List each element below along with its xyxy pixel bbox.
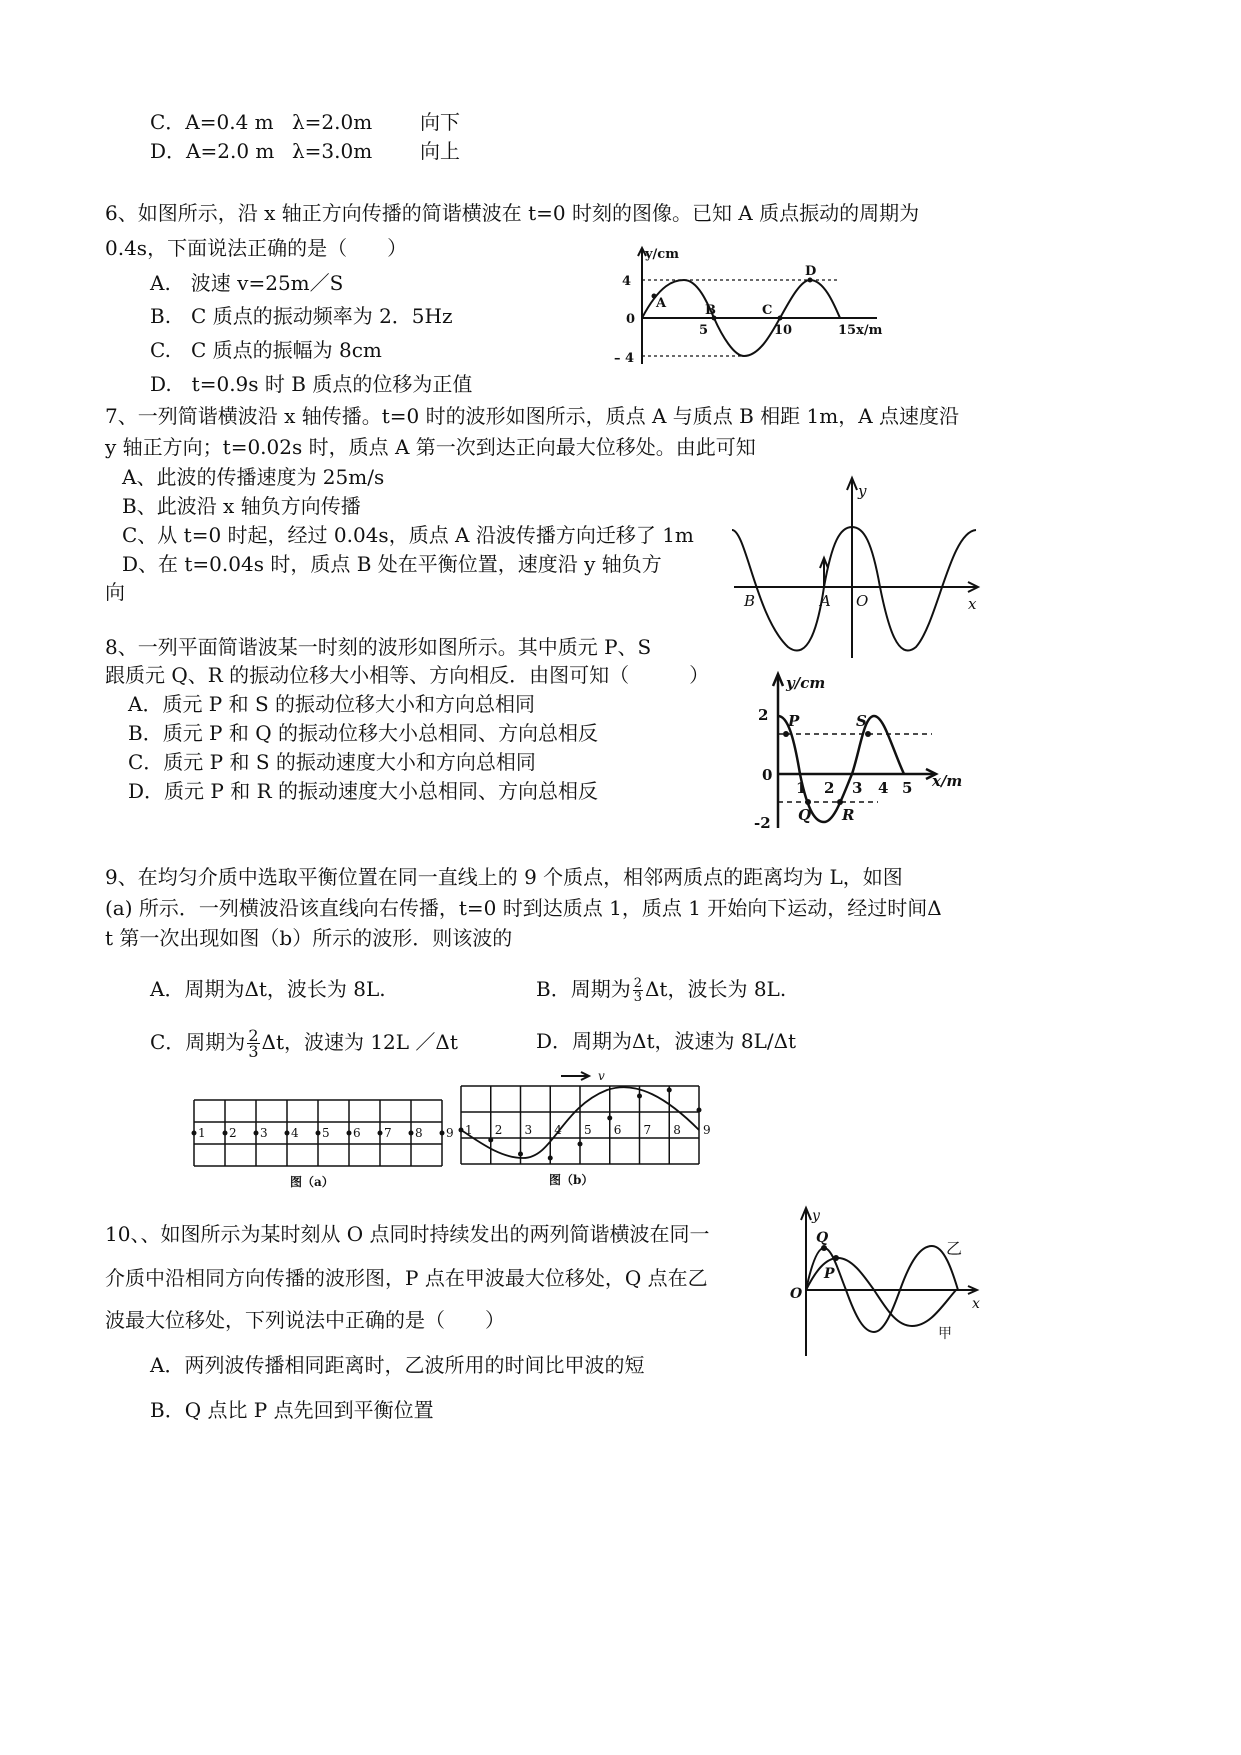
particle-9-label: 9 xyxy=(446,1126,454,1140)
particle-4-dot xyxy=(548,1156,553,1161)
particle-7-dot xyxy=(637,1094,642,1099)
particle-1-dot xyxy=(459,1128,464,1133)
q8-option-d: D．质元 P 和 R 的振动速度大小总相同、方向总相反 xyxy=(128,779,598,803)
q8-stem-line-2: 跟质元 Q、R 的振动位移大小相等、方向相反．由图可知（ ） xyxy=(105,663,710,687)
particle-2-dot xyxy=(223,1131,228,1136)
q8-tick-x2: 2 xyxy=(824,779,835,797)
q9-option-b xyxy=(536,976,786,1004)
q9-figure-b-caption: 图（b） xyxy=(549,1173,594,1187)
particle-2-label: 2 xyxy=(494,1123,503,1137)
q9-option-c-fraction xyxy=(247,1028,259,1059)
q8-option-a: A．质元 P 和 S 的振动位移大小和方向总相同 xyxy=(128,692,536,716)
q5-option-c-direction: 向下 xyxy=(420,110,460,134)
q8-tick-y0: 0 xyxy=(762,766,773,784)
q10-wave-jia-label: 甲 xyxy=(938,1326,952,1342)
q9-option-c-fraction-den: 3 xyxy=(248,1042,259,1061)
q6-tick-y-bottom: – 4 xyxy=(614,351,635,366)
q9-stem-line-3: t 第一次出现如图（b）所示的波形．则该波的 xyxy=(105,926,513,950)
q10-wave-yi-label: 乙 xyxy=(946,1239,963,1258)
q10-stem-line-3: 波最大位移处，下列说法中正确的是（ ） xyxy=(105,1308,505,1332)
q6-stem-line-1: 6、如图所示，沿 x 轴正方向传播的简谐横波在 t=0 时刻的图像。已知 A 质点振动的周期为 xyxy=(105,201,920,225)
q8-point-s-label: S xyxy=(856,712,867,730)
q7-option-b: B、此波沿 x 轴负方向传播 xyxy=(122,494,361,518)
q10-stem-line-2: 介质中沿相同方向传播的波形图，P 点在甲波最大位移处，Q 点在乙 xyxy=(105,1266,708,1290)
q7-point-b-label: B xyxy=(744,592,756,610)
q7-option-d-tail: 向 xyxy=(105,580,125,604)
q6-tick-x15: 15x/m xyxy=(838,323,883,338)
q6-tick-y-zero: 0 xyxy=(626,312,636,327)
particle-3-dot xyxy=(254,1131,259,1136)
q7-origin-label: O xyxy=(856,592,869,610)
q6-point-d-label: D xyxy=(805,264,817,279)
q8-tick-yn2: -2 xyxy=(754,814,771,832)
q9-figure-a-caption: 图（a） xyxy=(290,1175,334,1189)
q6-point-c-label: C xyxy=(762,303,773,318)
q5-option-c-label: C．A=0.4 m xyxy=(150,110,274,134)
particle-8-label: 8 xyxy=(673,1123,681,1137)
q6-axis-ylabel: y/cm xyxy=(645,247,679,262)
q5-option-d-lambda: λ=3.0m xyxy=(292,139,373,163)
q9-option-a: A．周期为Δt，波长为 8L. xyxy=(150,977,386,1001)
q9-option-c-prefix: C．周期为 xyxy=(150,1030,246,1054)
q8-tick-y2: 2 xyxy=(758,706,769,724)
q9-option-b-fraction-den: 3 xyxy=(633,990,642,1005)
q9-option-b-fraction xyxy=(633,977,643,1004)
q9-option-b-prefix: B．周期为 xyxy=(536,977,631,1001)
particle-2-label: 2 xyxy=(229,1126,237,1140)
particle-9-label: 9 xyxy=(703,1123,711,1137)
q7-wave-figure xyxy=(728,462,988,662)
q9-option-c xyxy=(150,1028,458,1059)
q10-stem-line-1: 10、、如图所示为某时刻从 O 点同时持续发出的两列简谐横波在同一 xyxy=(105,1222,710,1246)
q8-point-p-label: P xyxy=(788,712,800,730)
q7-option-c: C、从 t=0 时起，经过 0.04s，质点 A 沿波传播方向迁移了 1m xyxy=(122,523,694,547)
q9-stem-line-1: 9、在均匀介质中选取平衡位置在同一直线上的 9 个质点，相邻两质点的距离均为 L，如图 xyxy=(105,865,903,889)
q5-option-d-label: D．A=2.0 m xyxy=(150,139,275,163)
particle-6-label: 6 xyxy=(353,1126,361,1140)
q10-point-q-label: Q xyxy=(816,1230,829,1246)
particle-3-label: 3 xyxy=(260,1126,268,1140)
particle-3-label: 3 xyxy=(524,1123,533,1137)
q7-axis-y-label: y xyxy=(858,482,867,500)
particle-8-dot xyxy=(409,1131,414,1136)
q7-option-d: D、在 t=0.04s 时，质点 B 处在平衡位置，速度沿 y 轴负方 xyxy=(122,552,662,576)
q7-option-a: A、此波的传播速度为 25m/s xyxy=(122,465,385,489)
q9-option-b-suffix: Δt，波长为 8L. xyxy=(644,977,787,1001)
particle-1-dot xyxy=(192,1131,197,1136)
q6-point-b-label: B xyxy=(705,303,716,318)
q9-stem-line-2: (a) 所示．一列横波沿该直线向右传播，t=0 时到达质点 1，质点 1 开始向下运动，经过时间Δ xyxy=(105,896,942,920)
q9-option-c-fraction-num: 2 xyxy=(248,1026,259,1045)
q9-figure-b xyxy=(457,1068,717,1190)
q6-tick-x5: 5 xyxy=(699,323,709,338)
particle-5-dot xyxy=(316,1131,321,1136)
q8-axis-xlabel: x/m xyxy=(932,772,963,790)
q8-point-r-label: R xyxy=(842,806,855,824)
q10-option-b: B．Q 点比 P 点先回到平衡位置 xyxy=(150,1398,434,1422)
q8-tick-x3: 3 xyxy=(852,779,863,797)
particle-7-label: 7 xyxy=(643,1123,652,1137)
q6-option-b: B. C 质点的振动频率为 2．5Hz xyxy=(150,304,453,328)
q6-stem-line-2: 0.4s，下面说法正确的是（ ） xyxy=(105,236,408,260)
particle-5-dot xyxy=(578,1142,583,1147)
q6-option-c: C. C 质点的振幅为 8cm xyxy=(150,338,382,362)
particle-4-label: 4 xyxy=(291,1126,299,1140)
particle-7-dot xyxy=(378,1131,383,1136)
q9-velocity-label: v xyxy=(598,1069,605,1083)
particle-4-dot xyxy=(285,1131,290,1136)
q8-tick-x5: 5 xyxy=(902,779,913,797)
q9-option-d: D．周期为Δt，波速为 8L/Δt xyxy=(536,1029,797,1053)
q10-axis-x-label: x xyxy=(972,1296,980,1312)
particle-6-dot xyxy=(347,1131,352,1136)
particle-6-label: 6 xyxy=(613,1123,622,1137)
q7-stem-line-1: 7、一列简谐横波沿 x 轴传播。t=0 时的波形如图所示，质点 A 与质点 B 相距 1m，A 点速度沿 xyxy=(105,404,960,428)
q7-point-a-label: A xyxy=(820,592,831,610)
particle-9-dot xyxy=(440,1131,445,1136)
particle-1-label: 1 xyxy=(465,1123,473,1137)
particle-2-dot xyxy=(488,1138,493,1143)
q10-origin-label: O xyxy=(790,1286,803,1302)
q7-stem-line-2: y 轴正方向；t=0.02s 时，质点 A 第一次到达正向最大位移处。由此可知 xyxy=(105,435,756,459)
q9-option-c-suffix: Δt，波速为 12L ／Δt xyxy=(261,1030,458,1054)
q6-tick-y-top: 4 xyxy=(622,274,632,289)
q10-wave-figure xyxy=(780,1200,990,1360)
q10-point-p-label: P xyxy=(824,1266,835,1282)
q6-option-d: D. t=0.9s 时 B 质点的位移为正值 xyxy=(150,372,473,396)
q8-tick-x1: 1 xyxy=(796,779,807,797)
q8-tick-x4: 4 xyxy=(878,779,889,797)
q6-point-a-label: A xyxy=(656,296,667,311)
q6-option-a: A. 波速 v=25m／S xyxy=(150,271,344,295)
q5-option-d-direction: 向上 xyxy=(420,139,460,163)
q7-axis-x-label: x xyxy=(968,595,977,613)
q8-axis-ylabel: y/cm xyxy=(786,674,826,692)
particle-1-label: 1 xyxy=(198,1126,206,1140)
q6-wave-figure xyxy=(612,244,912,374)
q10-axis-y-label: y xyxy=(812,1208,820,1224)
particle-5-label: 5 xyxy=(322,1126,330,1140)
q9-option-b-fraction-num: 2 xyxy=(633,976,642,991)
particle-8-dot xyxy=(667,1088,672,1093)
particle-7-label: 7 xyxy=(384,1126,392,1140)
particle-4-label: 4 xyxy=(554,1123,562,1137)
particle-5-label: 5 xyxy=(584,1123,592,1137)
q8-option-b: B．质元 P 和 Q 的振动位移大小总相同、方向总相反 xyxy=(128,721,598,745)
particle-3-dot xyxy=(518,1152,523,1157)
q10-option-a: A．两列波传播相同距离时，乙波所用的时间比甲波的短 xyxy=(150,1353,645,1377)
q5-option-c-lambda: λ=2.0m xyxy=(292,110,373,134)
q6-tick-x10: 10 xyxy=(774,323,793,338)
particle-9-dot xyxy=(697,1108,702,1113)
q9-figure-a xyxy=(190,1090,460,1190)
particle-6-dot xyxy=(607,1116,612,1121)
q8-wave-figure xyxy=(752,668,972,838)
q8-stem-line-1: 8、一列平面简谐波某一时刻的波形如图所示。其中质元 P、S xyxy=(105,635,652,659)
q8-option-c: C．质元 P 和 S 的振动速度大小和方向总相同 xyxy=(128,750,536,774)
particle-8-label: 8 xyxy=(415,1126,423,1140)
q8-point-q-label: Q xyxy=(798,806,812,824)
